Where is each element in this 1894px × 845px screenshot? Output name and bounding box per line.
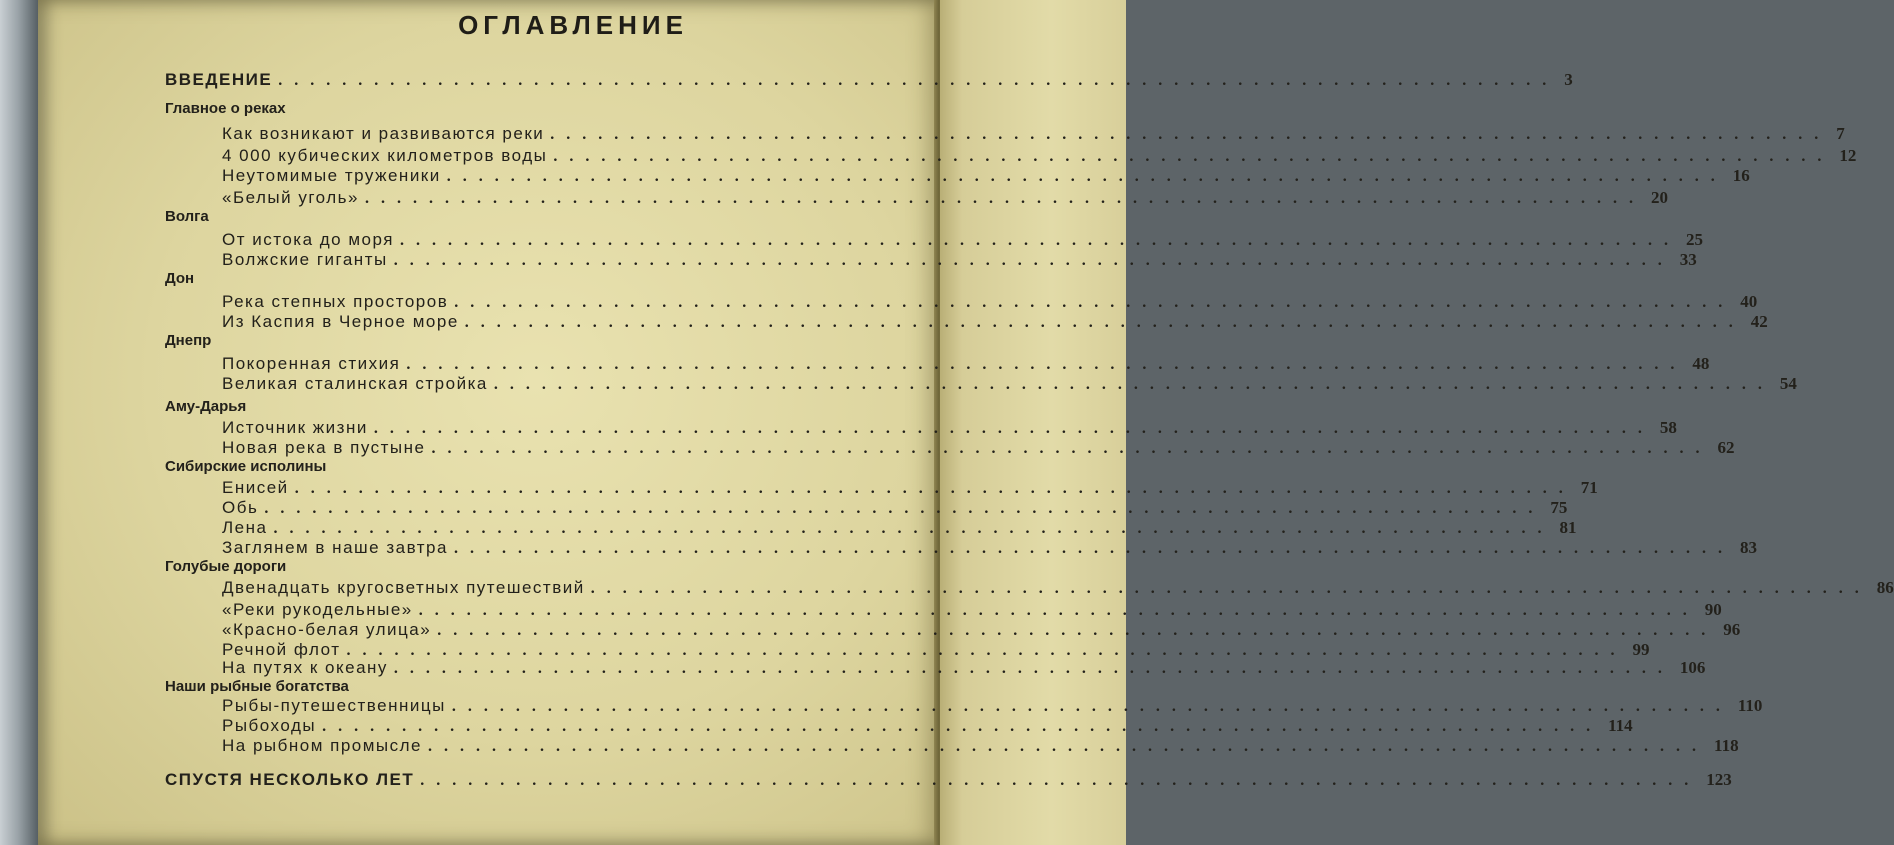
toc-entry: [222, 230, 1703, 250]
dot-leader: ................................................................................: [273, 520, 1554, 537]
toc-entry: [222, 292, 1758, 312]
toc-entry-title: На путях к океану: [222, 658, 388, 677]
toc-page-number: 118: [1714, 736, 1739, 755]
toc-entry-title: ВВЕДЕНИЕ: [165, 70, 273, 89]
dot-leader: ................................................................................: [420, 772, 1701, 789]
toc-entry-title: Сибирские исполины: [165, 458, 327, 475]
toc-page-number: 106: [1679, 658, 1706, 677]
toc-section-heading: [165, 332, 211, 349]
toc-entry-title: От истока до моря: [222, 230, 394, 249]
toc-page-number: 83: [1739, 538, 1757, 557]
toc-entry-title: Источник жизни: [222, 418, 368, 437]
toc-page-number: 110: [1737, 696, 1763, 715]
toc-page-number: 54: [1779, 374, 1797, 393]
dot-leader: ................................................................................: [393, 660, 1674, 677]
toc-entry-title: «Красно-белая улица»: [222, 620, 432, 639]
toc-entry-title: Аму-Дарья: [165, 398, 247, 415]
toc-section-heading: [165, 678, 349, 695]
dot-leader: ................................................................................: [264, 500, 1545, 517]
background-left: [0, 0, 40, 845]
toc-page-number: 7: [1836, 124, 1845, 143]
toc-entry: [222, 578, 1894, 598]
toc-entry-title: Енисей: [222, 478, 289, 497]
toc-page-number: 58: [1659, 418, 1677, 437]
toc-entry: [222, 658, 1706, 678]
toc-entry-title: Из Каспия в Черное море: [222, 312, 459, 331]
toc-entry-title: Волжские гиганты: [222, 250, 388, 269]
dot-leader: ................................................................................: [437, 622, 1718, 639]
toc-page-number: 25: [1685, 230, 1703, 249]
dot-leader: ................................................................................: [346, 642, 1627, 659]
toc-page-number: 90: [1704, 600, 1722, 619]
toc-page-number: 42: [1750, 312, 1768, 331]
toc-entry-title: Как возникают и развиваются реки: [222, 124, 545, 143]
dot-leader: ................................................................................: [454, 294, 1735, 311]
toc-entry-title: На рыбном промысле: [222, 736, 423, 755]
dot-leader: ................................................................................: [278, 72, 1559, 89]
dot-leader: ................................................................................: [550, 126, 1831, 143]
dot-leader: ................................................................................: [453, 540, 1734, 557]
dot-leader: ................................................................................: [553, 148, 1834, 165]
toc-entry-title: Главное о реках: [165, 100, 286, 117]
toc-entry-title: Рыбы-путешественницы: [222, 696, 446, 715]
toc-entry-title: Дон: [165, 270, 195, 287]
toc-entry-title: Река степных просторов: [222, 292, 449, 311]
toc-page-number: 62: [1717, 438, 1735, 457]
toc-page-number: 99: [1632, 640, 1650, 659]
toc-page-number: 33: [1679, 250, 1697, 269]
dot-leader: ................................................................................: [493, 376, 1774, 393]
dot-leader: ................................................................................: [464, 314, 1745, 331]
toc-entry: [222, 600, 1722, 620]
dot-leader: ................................................................................: [590, 580, 1871, 597]
toc-entry: [222, 696, 1763, 716]
toc-page-number: 75: [1550, 498, 1568, 517]
toc-section-heading: [165, 208, 209, 225]
toc-entry-title: Днепр: [165, 332, 212, 349]
toc-page-number: 96: [1723, 620, 1741, 639]
toc-entry: [222, 736, 1739, 756]
toc-entry: [222, 518, 1577, 538]
dot-leader: ................................................................................: [373, 420, 1654, 437]
page-title: ОГЛАВЛЕНИЕ: [458, 10, 688, 40]
toc-entry-title: СПУСТЯ НЕСКОЛЬКО ЛЕТ: [165, 770, 415, 789]
toc-entry: [222, 438, 1735, 458]
toc-section-heading: [165, 558, 286, 575]
toc-entry: [222, 640, 1650, 660]
toc-entry-title: Наши рыбные богатства: [165, 678, 349, 695]
toc-entry-title: 4 000 кубических километров воды: [222, 146, 548, 165]
dot-leader: ................................................................................: [393, 252, 1674, 269]
toc-page-number: 123: [1706, 770, 1732, 789]
toc-entry: [222, 498, 1568, 518]
dot-leader: ................................................................................: [451, 698, 1732, 715]
toc-entry: [222, 124, 1845, 144]
dot-leader: ................................................................................: [431, 440, 1712, 457]
dot-leader: ................................................................................: [446, 168, 1727, 185]
toc-entry: [222, 354, 1710, 374]
toc-entry-title: «Реки рукодельные»: [222, 600, 413, 619]
toc-entry-title: Обь: [222, 498, 259, 517]
toc-entry-title: «Белый уголь»: [222, 188, 359, 207]
toc-section-heading: [165, 398, 246, 415]
toc-entry-title: Заглянем в наше завтра: [222, 538, 448, 557]
toc-entry: [222, 250, 1697, 270]
toc-page-number: 12: [1839, 146, 1857, 165]
toc-page-number: 20: [1651, 188, 1668, 207]
toc-major-entry: [165, 70, 1573, 90]
toc-entry: [222, 716, 1633, 736]
toc-page-number: 81: [1559, 518, 1577, 537]
toc-section-heading: [165, 270, 194, 287]
dot-leader: ................................................................................: [399, 232, 1680, 249]
toc-entry-title: Двенадцать кругосветных путешествий: [222, 578, 585, 597]
toc-section-heading: [165, 100, 286, 117]
toc-entry: [222, 374, 1797, 394]
toc-page-number: 71: [1580, 478, 1598, 497]
toc-entry: [222, 312, 1768, 332]
toc-entry: [222, 188, 1668, 208]
toc-entry-title: Лена: [222, 518, 268, 537]
toc-entry-title: Рыбоходы: [222, 716, 317, 735]
toc-entry: [222, 146, 1857, 166]
toc-section-heading: [165, 458, 326, 475]
toc-page-number: 16: [1732, 166, 1750, 185]
toc-entry: [222, 620, 1741, 640]
dot-leader: ................................................................................: [365, 190, 1645, 207]
toc-entry-title: Волга: [165, 208, 209, 225]
toc-entry-title: Покоренная стихия: [222, 354, 401, 373]
dot-leader: ................................................................................: [428, 738, 1709, 755]
toc-page-number: 40: [1740, 292, 1758, 311]
toc-entry-title: Новая река в пустыне: [222, 438, 426, 457]
dot-leader: ................................................................................: [418, 602, 1699, 619]
toc-entry-title: Великая сталинская стройка: [222, 374, 488, 393]
toc-entry-title: Голубые дороги: [165, 558, 287, 575]
dot-leader: ................................................................................: [322, 718, 1603, 735]
toc-page-number: 3: [1564, 70, 1573, 89]
toc-page-number: 86: [1876, 578, 1894, 597]
toc-entry: [222, 538, 1757, 558]
toc-page-number: 48: [1692, 354, 1710, 373]
toc-entry-title: Речной флот: [222, 640, 341, 659]
toc-major-entry: [165, 770, 1732, 790]
toc-entry: [222, 478, 1598, 498]
dot-leader: ................................................................................: [294, 480, 1575, 497]
toc-entry: [222, 418, 1677, 438]
toc-entry: [222, 166, 1750, 186]
toc-page-number: 114: [1608, 716, 1633, 735]
dot-leader: ................................................................................: [406, 356, 1687, 373]
toc-entry-title: Неутомимые труженики: [222, 166, 441, 185]
